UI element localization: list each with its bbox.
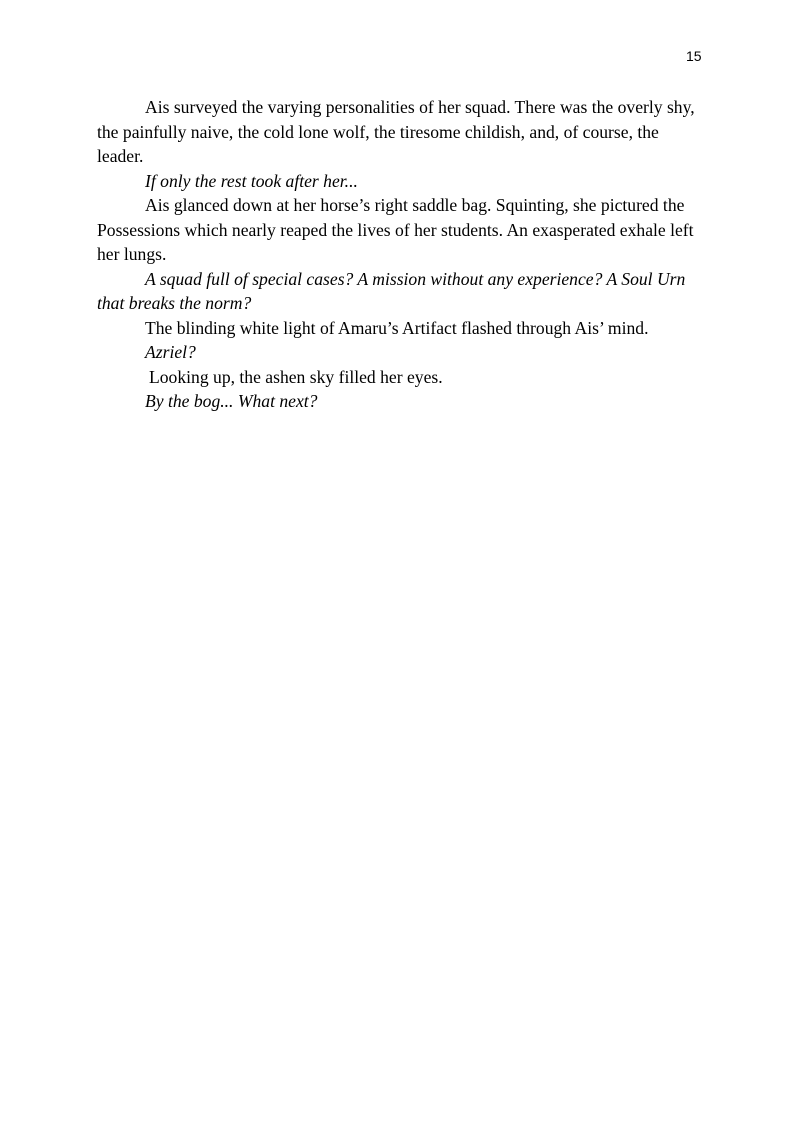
italic-thought: A squad full of special cases? A mission without any experience? A Soul Urn that breaks the norm? [97, 268, 686, 313]
paragraph: Ais glanced down at her horse’s right saddle bag. Squinting, she pictured the Possessions which nearly reaped the lives of her students. An exasperated exhale left her lungs. [97, 195, 694, 264]
paragraph: The blinding white light of Amaru’s Artifact flashed through Ais’ mind. [145, 317, 649, 338]
page-number: 15 [686, 48, 702, 64]
italic-thought: Azriel? [145, 342, 196, 362]
body-text [97, 95, 709, 414]
italic-thought: If only the rest took after her... [145, 170, 358, 191]
italic-thought: By the bog... What next? [145, 391, 318, 411]
paragraph: Looking up, the ashen sky filled her eyes. [149, 366, 443, 387]
paragraph: Ais surveyed the varying personalities of her squad. There was the overly shy, the painfully naive, the cold lone wolf, the tiresome childish, and, of course, the leader. [97, 97, 695, 166]
